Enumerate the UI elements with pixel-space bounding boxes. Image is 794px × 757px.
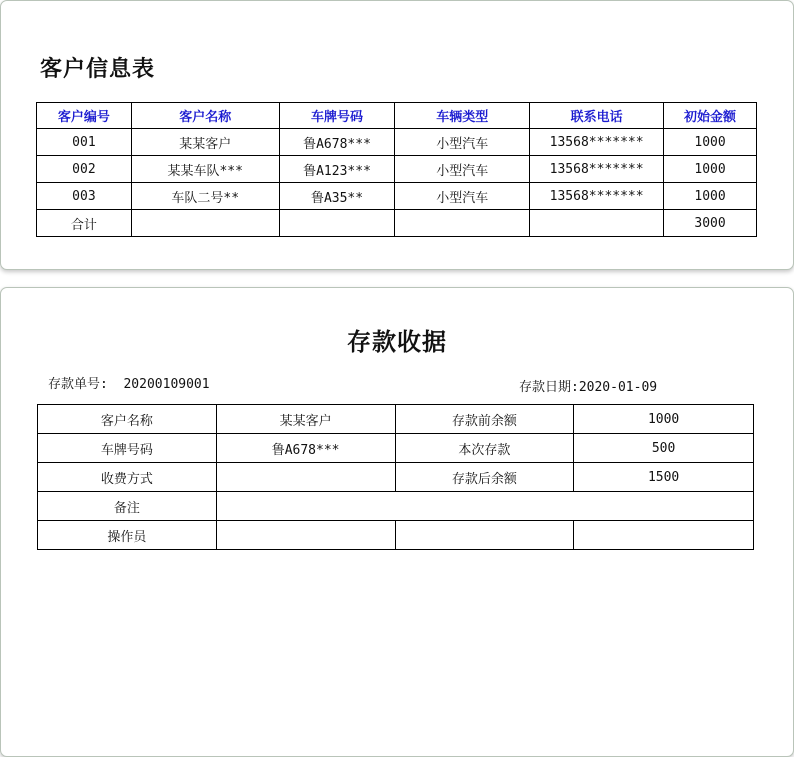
- deposit-value: 500: [574, 434, 754, 463]
- cell-customer-id: 002: [37, 156, 132, 183]
- cell-vehicle-type: 小型汽车: [395, 129, 530, 156]
- receipt-date: [519, 376, 657, 395]
- cell-plate: 鲁A35**: [279, 183, 395, 210]
- cell-customer-name: 某某客户: [131, 129, 279, 156]
- payment-method-value: [216, 463, 395, 492]
- receipt-number-value: 20200109001: [123, 377, 210, 392]
- cell-customer-name: 某某车队***: [131, 156, 279, 183]
- column-header-initial-amount: 初始金额: [664, 103, 757, 129]
- column-header-plate: 车牌号码: [279, 103, 395, 129]
- column-header-customer-name: 客户名称: [131, 103, 279, 129]
- cell-phone: 13568*******: [530, 183, 664, 210]
- payment-method-label: 收费方式: [38, 463, 217, 492]
- cell-vehicle-type: 小型汽车: [395, 156, 530, 183]
- receipt-row: [38, 434, 754, 463]
- remark-label: 备注: [38, 492, 217, 521]
- deposit-receipt-table: [37, 404, 754, 550]
- table-row: [37, 129, 757, 156]
- cell-plate: 鲁A678***: [279, 129, 395, 156]
- cell-initial-amount: 1000: [664, 156, 757, 183]
- receipt-row: [38, 492, 754, 521]
- empty-cell: [574, 521, 754, 550]
- total-label: 合计: [37, 210, 132, 237]
- table-row: [37, 156, 757, 183]
- cell-customer-name: 车队二号**: [131, 183, 279, 210]
- cell-phone: 13568*******: [530, 129, 664, 156]
- plate-value: 鲁A678***: [216, 434, 395, 463]
- cell-plate: 鲁A123***: [279, 156, 395, 183]
- receipt-date-value: 2020-01-09: [578, 380, 658, 395]
- total-value: 3000: [664, 210, 757, 237]
- column-header-vehicle-type: 车辆类型: [395, 103, 530, 129]
- customer-info-title: 客户信息表: [40, 57, 156, 82]
- balance-after-label: 存款后余额: [395, 463, 574, 492]
- total-row: [37, 210, 757, 237]
- remark-value: [216, 492, 753, 521]
- balance-after-value: 1500: [574, 463, 754, 492]
- deposit-label: 本次存款: [395, 434, 574, 463]
- column-header-customer-id: 客户编号: [37, 103, 132, 129]
- operator-label: 操作员: [38, 521, 217, 550]
- cell-phone: 13568*******: [530, 156, 664, 183]
- table-header-row: [37, 103, 757, 129]
- receipt-title: 存款收据: [347, 328, 447, 356]
- empty-cell: [279, 210, 395, 237]
- receipt-date-label: 存款日期:: [519, 380, 579, 395]
- column-header-phone: 联系电话: [530, 103, 664, 129]
- balance-before-label: 存款前余额: [395, 405, 574, 434]
- balance-before-value: 1000: [574, 405, 754, 434]
- customer-info-table: [36, 102, 757, 237]
- receipt-row: [38, 463, 754, 492]
- cell-customer-id: 001: [37, 129, 132, 156]
- receipt-row: [38, 405, 754, 434]
- cell-vehicle-type: 小型汽车: [395, 183, 530, 210]
- receipt-number-label: 存款单号:: [48, 377, 108, 392]
- customer-name-value: 某某客户: [216, 405, 395, 434]
- empty-cell: [530, 210, 664, 237]
- cell-customer-id: 003: [37, 183, 132, 210]
- empty-cell: [395, 210, 530, 237]
- empty-cell: [216, 521, 395, 550]
- receipt-row: [38, 521, 754, 550]
- table-row: [37, 183, 757, 210]
- cell-initial-amount: 1000: [664, 129, 757, 156]
- cell-initial-amount: 1000: [664, 183, 757, 210]
- customer-name-label: 客户名称: [38, 405, 217, 434]
- receipt-number: [48, 373, 210, 392]
- empty-cell: [131, 210, 279, 237]
- plate-label: 车牌号码: [38, 434, 217, 463]
- empty-cell: [395, 521, 574, 550]
